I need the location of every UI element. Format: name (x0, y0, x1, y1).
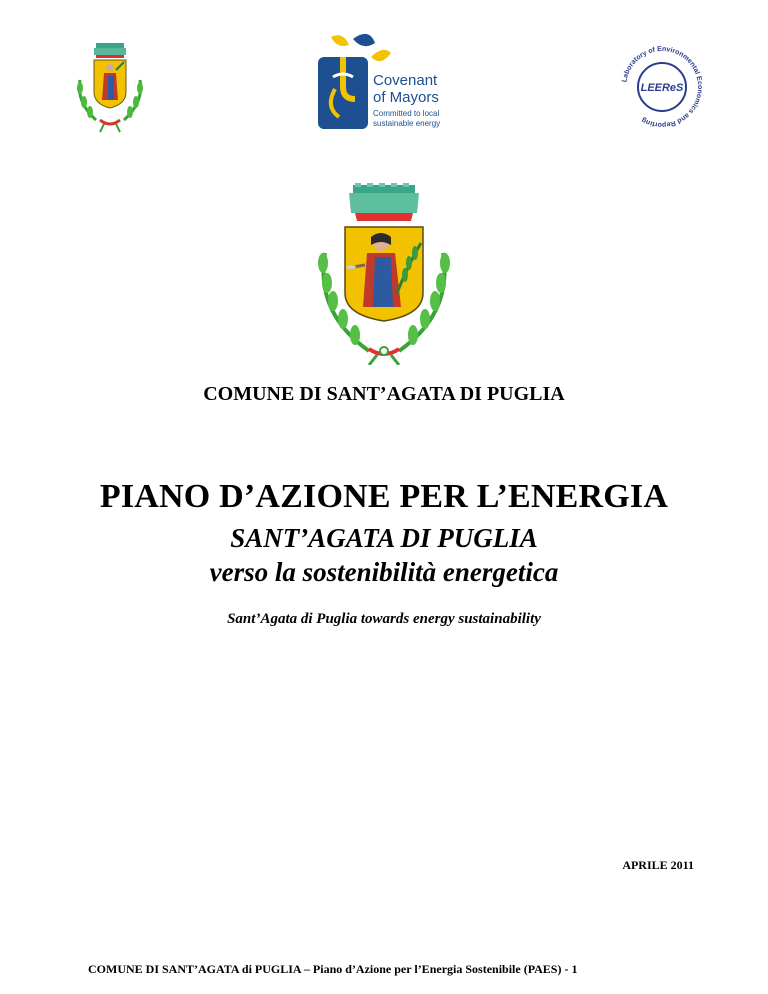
covenant-tagline1: Committed to local (373, 109, 440, 118)
covenant-tagline2: sustainable energy (373, 119, 441, 128)
comune-heading: COMUNE DI SANT’AGATA DI PUGLIA (203, 383, 565, 405)
english-subtitle: Sant’Agata di Puglia towards energy sustainability (227, 611, 541, 627)
document-title: PIANO D’AZIONE PER L’ENERGIA (99, 478, 669, 515)
page-footer: COMUNE DI SANT’AGATA di PUGLIA – Piano d’Azione per l’Energia Sostenibile (PAES) - 1 (88, 962, 578, 976)
subtitle-line1: SANT’AGATA DI PUGLIA (230, 523, 538, 553)
covenant-line2: of Mayors (373, 89, 439, 106)
covenant-of-mayors-logo (313, 27, 455, 133)
document-date: APRILE 2011 (622, 858, 694, 872)
comune-crest-large-logo (305, 183, 463, 365)
leeres-name: LEEReS (640, 82, 684, 94)
comune-crest-small-logo (70, 40, 150, 135)
leeres-ring-text: Laboratory of Environmental Economics and Reporting (621, 45, 704, 129)
subtitle-line2: verso la sostenibilità energetica (209, 557, 559, 587)
leeres-logo (618, 43, 706, 131)
covenant-line1: Covenant (373, 72, 438, 89)
